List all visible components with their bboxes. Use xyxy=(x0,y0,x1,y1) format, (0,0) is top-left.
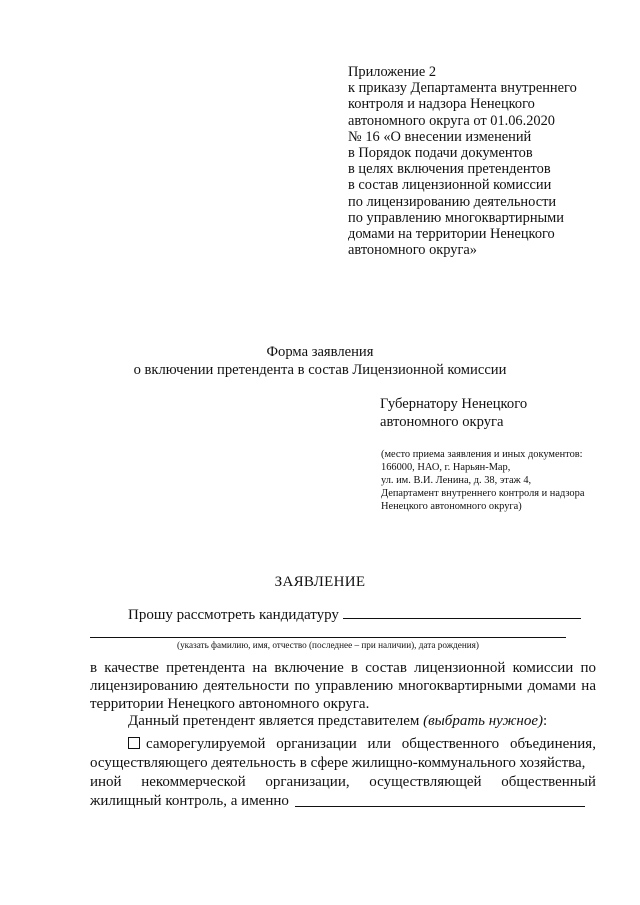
addressee-line2: автономного округа xyxy=(380,414,504,430)
option-line1 xyxy=(90,735,596,754)
option-line4-text: жилищный контроль, а именно xyxy=(90,793,289,809)
request-body-paragraph xyxy=(90,659,596,713)
place-note-line: Ненецкого автономного округа) xyxy=(381,501,522,512)
option-word: общественный xyxy=(501,774,596,790)
representative-text: Данный претендент является представителем xyxy=(128,713,420,729)
appendix-line: № 16 «О внесении изменений xyxy=(348,128,532,145)
addressee xyxy=(380,395,610,431)
representative-hint: (выбрать нужное) xyxy=(423,713,543,729)
option-line2-text: осуществляющего деятельность в сфере жилищно-коммунального хозяйства, xyxy=(90,755,586,771)
place-note-line: 166000, НАО, г. Нарьян-Мар, xyxy=(381,462,511,473)
option-word-first xyxy=(128,735,265,754)
request-line xyxy=(128,604,598,624)
body-line: территории Ненецкого автономного округа. xyxy=(90,696,370,712)
appendix-line: по управлению многоквартирными xyxy=(348,209,564,226)
appendix-line: Приложение 2 xyxy=(348,64,437,80)
candidate-name-caption: (указать фамилию, имя, отчество (последнее – при наличии), дата рождения) xyxy=(177,640,479,650)
request-text: Прошу рассмотреть кандидатуру xyxy=(128,607,339,623)
form-title xyxy=(0,343,640,379)
appendix-line: автономного округа от 01.06.2020 xyxy=(348,112,556,129)
representative-colon: : xyxy=(543,713,548,729)
appendix-line: автономного округа» xyxy=(348,242,477,259)
option-word: или xyxy=(367,736,392,752)
place-note-line: Департамент внутреннего контроля и надзора xyxy=(381,488,585,499)
addressee-line1: Губернатору Ненецкого xyxy=(380,396,528,412)
statement-title: ЗАЯВЛЕНИЕ xyxy=(274,574,366,590)
candidate-name-field[interactable] xyxy=(343,604,581,619)
option-line3 xyxy=(90,773,596,792)
body-line: лицензированию деятельности по управлению многоквартирными домами на xyxy=(90,678,596,694)
option-line2 xyxy=(90,754,596,773)
appendix-line: в состав лицензионной комиссии xyxy=(348,177,552,194)
place-note-line: (место приема заявления и иных документов: xyxy=(381,449,583,460)
place-note-line: ул. им. В.И. Ленина, д. 38, этаж 4, xyxy=(381,475,532,486)
body-line: в качестве претендента на включение в состав лицензионной комиссии по xyxy=(90,660,596,676)
appendix-line: к приказу Департамента внутреннего xyxy=(348,80,577,97)
option-word: объединения, xyxy=(509,736,596,752)
representative-line xyxy=(128,712,598,730)
submission-place-note xyxy=(381,448,611,513)
option-word: иной xyxy=(90,774,122,790)
form-title-line1: Форма заявления xyxy=(266,344,374,360)
option-line4 xyxy=(90,792,596,811)
appendix-line: в целях включения претендентов xyxy=(348,161,551,178)
appendix-line: в Порядок подачи документов xyxy=(348,145,533,162)
option-word: саморегулируемой xyxy=(146,736,266,752)
option-checkbox[interactable] xyxy=(128,737,140,749)
candidate-name-field-continuation[interactable] xyxy=(90,637,566,638)
appendix-line: по лицензированию деятельности xyxy=(348,193,557,210)
option-word: общественного xyxy=(401,736,500,752)
organization-name-field[interactable] xyxy=(295,792,585,807)
option-word: некоммерческой xyxy=(141,774,246,790)
option-self-regulated-org xyxy=(90,735,596,811)
option-word: осуществляющей xyxy=(369,774,482,790)
appendix-line: контроля и надзора Ненецкого xyxy=(348,96,535,113)
option-word: организации, xyxy=(265,774,350,790)
option-word: организации xyxy=(276,736,357,752)
appendix-header xyxy=(348,64,608,258)
appendix-line: домами на территории Ненецкого xyxy=(348,226,555,243)
form-title-line2: о включении претендента в состав Лицензионной комиссии xyxy=(133,362,507,378)
